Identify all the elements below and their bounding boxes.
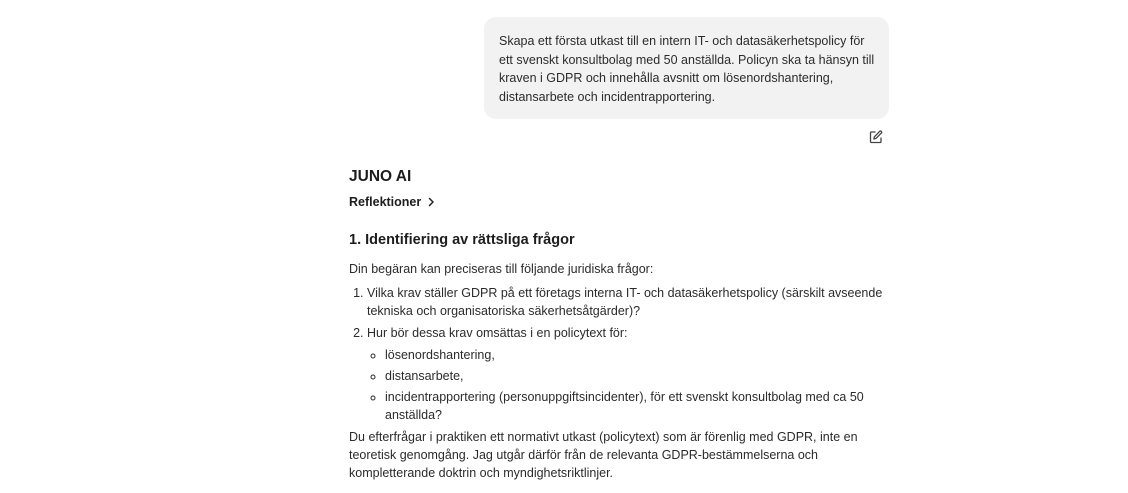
reflections-label: Reflektioner xyxy=(349,195,422,209)
question-item xyxy=(367,324,894,424)
section-heading: 1. Identifiering av rättsliga frågor xyxy=(349,232,575,248)
reflections-toggle[interactable] xyxy=(349,193,436,211)
closing-text: Du efterfrågar i praktiken ett normativt utkast (policytext) som är förenlig med GDPR, inte en teoretisk genomgång. Jag utgår därför från de relevanta GDPR-bestämmelserna och kompletterande doktrin och myndighetsriktlinjer. xyxy=(349,430,858,480)
assistant-message xyxy=(349,166,894,482)
sub-item-list xyxy=(367,346,894,424)
question-item: 1. Vilka krav ställer GDPR på ett företags interna IT- och datasäkerhetspolicy (särskilt avseende tekniska och organisatoriska säkerhetsåtgärder)? xyxy=(367,284,894,320)
question-item-text: Hur bör dessa krav omsättas i en policytext för: xyxy=(367,326,628,340)
questions-list xyxy=(349,284,894,424)
user-message-bubble xyxy=(484,17,889,119)
sub-item: ◦ incidentrapportering (personuppgiftsincidenter), för ett svenskt konsultbolag med ca 50 anställda? xyxy=(385,388,894,424)
user-message-text: Skapa ett första utkast till en intern IT- och datasäkerhetspolicy för ett svenskt konsultbolag med 50 anställda. Policyn ska ta hänsyn till kraven i GDPR och innehålla avsnitt om lösenordshantering, distansarbete och incidentrapportering. xyxy=(499,34,875,104)
sub-item: ◦ lösenordshantering, xyxy=(385,346,894,364)
chevron-right-icon xyxy=(426,197,436,207)
edit-icon[interactable] xyxy=(868,129,884,145)
assistant-name: JUNO AI xyxy=(349,168,412,185)
sub-item: ◦ distansarbete, xyxy=(385,367,894,385)
intro-text: Din begäran kan preciseras till följande juridiska frågor: xyxy=(349,262,654,276)
